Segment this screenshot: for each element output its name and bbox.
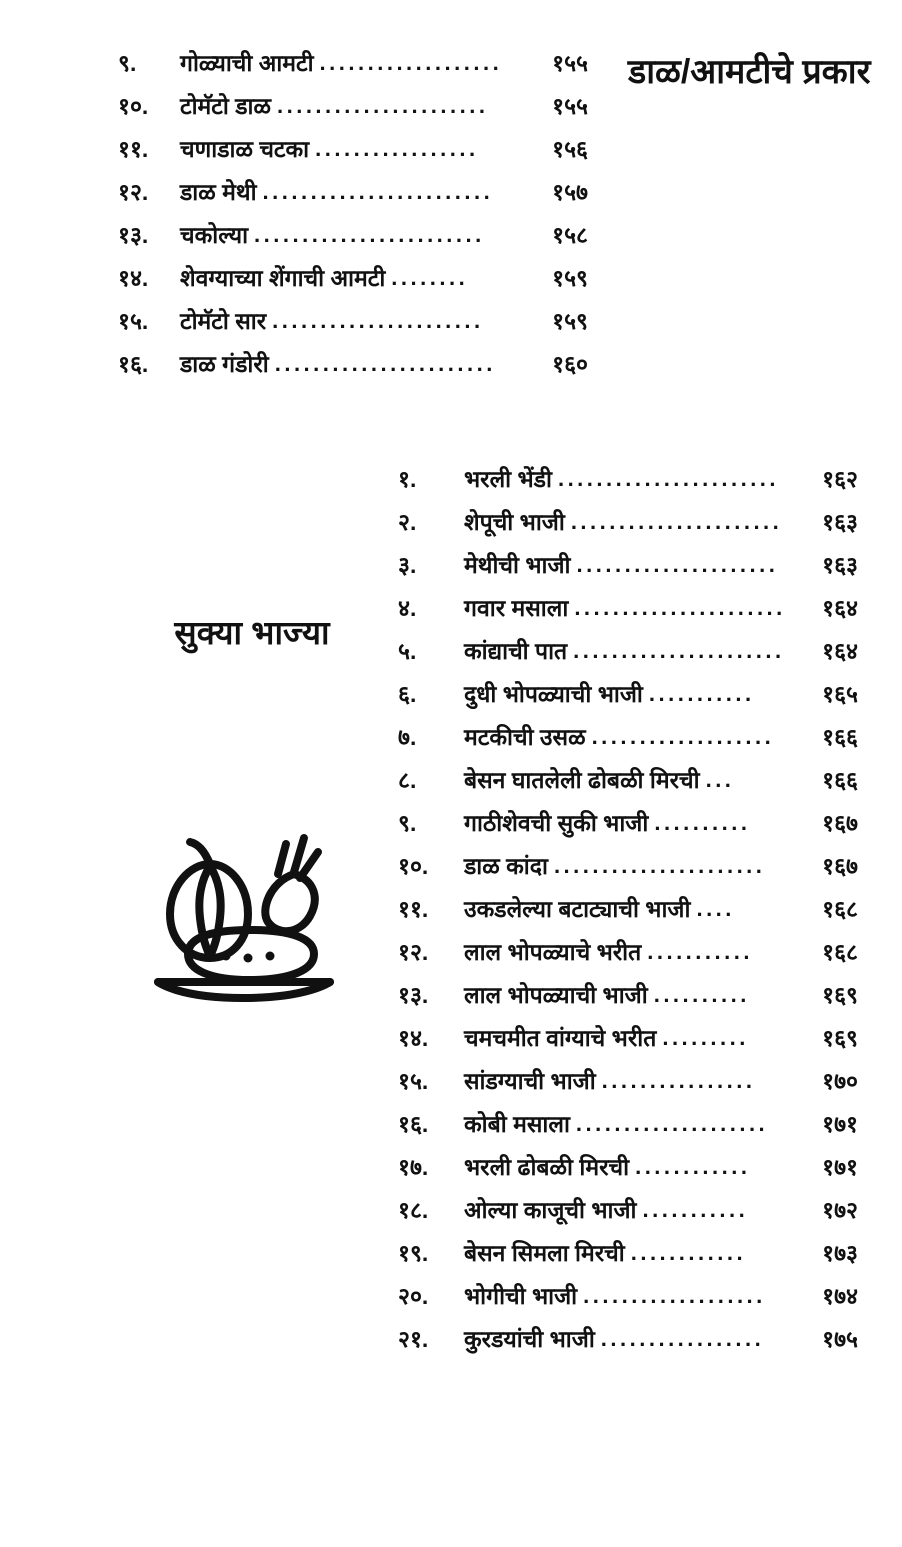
toc-item-page-number: १५५ [552,50,588,76]
toc-row[interactable] [398,591,858,623]
toc-item-leader-dots: ..................... [576,552,779,577]
toc-item-leader-dots: ................ [601,1068,756,1093]
toc-row[interactable] [398,892,858,924]
toc-item-leader-dots: ........... [642,1197,749,1222]
toc-row[interactable] [398,1064,858,1096]
toc-item-page-number: १६४ [822,595,858,621]
toc-item-number: १२. [118,179,149,205]
toc-item-number: १०. [118,93,149,119]
daal-aamti-heading: डाळ/आमटीचे प्रकार [628,53,871,91]
toc-item-leader-dots: ................... [591,724,775,749]
toc-item-leader-dots: ...................... [272,308,484,333]
toc-item-leader-dots: ...................... [573,638,785,663]
toc-item-page-number: १७४ [822,1283,858,1309]
toc-item-page-number: १७१ [822,1154,858,1180]
toc-row[interactable] [398,548,858,580]
toc-item-leader-dots: ...................... [276,93,489,118]
toc-item-number: ११. [398,896,429,922]
toc-item-number: २०. [398,1283,429,1309]
toc-row[interactable] [398,677,858,709]
toc-item-page-number: १७१ [822,1111,858,1137]
toc-row[interactable] [118,175,588,207]
toc-item-leader-dots: .... [696,896,735,921]
toc-item-number: ३. [398,552,417,578]
toc-row[interactable] [398,1107,858,1139]
toc-item-number: २. [398,509,417,535]
toc-row[interactable] [398,1322,858,1354]
toc-item-title: कांद्याची पात [464,638,568,664]
toc-row[interactable] [118,261,588,293]
toc-item-title: दुधी भोपळ्याची भाजी [464,681,643,707]
toc-list-daal-aamti [118,46,588,390]
toc-item-page-number: १६६ [822,724,858,750]
toc-item-title: टोमॅटो डाळ [180,93,271,119]
toc-item-page-number: १५७ [552,179,588,205]
toc-item-page-number: १६७ [822,853,858,879]
toc-item-title: मेथीची भाजी [464,552,571,578]
toc-item-page-number: १५६ [552,136,588,162]
toc-row[interactable] [398,1193,858,1225]
toc-item-page-number: १७२ [822,1197,858,1223]
toc-item-leader-dots: ......... [662,1025,749,1050]
toc-list-sukya-bhajya [398,462,858,1365]
toc-item-page-number: १६२ [822,466,858,492]
toc-item-leader-dots: ...................... [574,595,786,620]
toc-item-number: १७. [398,1154,429,1180]
toc-item-page-number: १६३ [822,552,858,578]
toc-row[interactable] [118,347,588,379]
toc-item-page-number: १७० [822,1068,858,1094]
toc-item-title: भरली भेंडी [464,466,552,492]
toc-item-number: ११. [118,136,149,162]
toc-item-number: १०. [398,853,429,879]
toc-item-number: ५. [398,638,417,664]
toc-item-number: १८. [398,1197,429,1223]
toc-item-title: गवार मसाला [464,595,569,621]
toc-row[interactable] [118,89,588,121]
toc-item-page-number: १७५ [822,1326,858,1352]
toc-item-title: टोमॅटो सार [180,308,267,334]
toc-item-number: ९. [398,810,417,836]
toc-item-leader-dots: ............ [635,1154,751,1179]
toc-item-title: भोगीची भाजी [464,1283,578,1309]
toc-item-leader-dots: ....................... [274,351,496,376]
toc-item-leader-dots: ........ [391,265,469,290]
toc-item-title: गाठीशेवची सुकी भाजी [464,810,649,836]
toc-item-number: ४. [398,595,417,621]
toc-item-page-number: १६६ [822,767,858,793]
toc-item-number: १६. [118,351,149,377]
toc-item-number: १५. [118,308,149,334]
toc-item-title: चमचमीत वांग्याचे भरीत [464,1025,657,1051]
toc-row[interactable] [118,132,588,164]
toc-item-leader-dots: ................. [600,1326,765,1351]
toc-row[interactable] [398,634,858,666]
toc-item-leader-dots: ................... [319,50,503,75]
toc-item-leader-dots: .......... [653,982,750,1007]
toc-row[interactable] [398,763,858,795]
toc-item-page-number: १७३ [822,1240,858,1266]
toc-item-number: ६. [398,681,417,707]
toc-item-title: उकडलेल्या बटाट्याची भाजी [464,896,691,922]
toc-item-title: डाळ मेथी [180,179,257,205]
toc-item-title: कुरडयांची भाजी [464,1326,595,1352]
toc-row[interactable] [398,505,858,537]
toc-row[interactable] [398,1021,858,1053]
toc-item-title: लाल भोपळ्याची भाजी [464,982,648,1008]
toc-item-title: डाळ गंडोरी [180,351,269,377]
toc-item-leader-dots: ................... [583,1283,766,1308]
toc-item-number: १३. [118,222,149,248]
toc-item-page-number: १६९ [822,982,858,1008]
toc-item-title: कोबी मसाला [464,1111,570,1137]
toc-item-leader-dots: ....................... [557,466,780,491]
toc-item-leader-dots: ........... [648,681,755,706]
toc-item-page-number: १६९ [822,1025,858,1051]
toc-item-page-number: १६७ [822,810,858,836]
toc-row[interactable] [398,978,858,1010]
toc-item-number: १. [398,466,417,492]
toc-item-title: शेवग्याच्या शेंगाची आमटी [180,265,386,291]
toc-item-page-number: १६४ [822,638,858,664]
toc-item-page-number: १५८ [552,222,588,248]
toc-item-page-number: १६० [552,351,588,377]
toc-row[interactable] [398,720,858,752]
sukya-bhajya-heading: सुक्या भाज्या [174,614,330,651]
toc-row[interactable] [118,218,588,250]
toc-item-leader-dots: ........... [647,939,753,964]
toc-item-title: भरली ढोबळी मिरची [464,1154,630,1180]
toc-row[interactable] [118,304,588,336]
toc-item-page-number: १६८ [822,939,858,965]
toc-item-title: गोळ्याची आमटी [180,50,314,76]
toc-item-title: मटकीची उसळ [464,724,586,750]
toc-item-page-number: १५५ [552,93,588,119]
toc-item-title: बेसन सिमला मिरची [464,1240,625,1266]
toc-item-title: चणाडाळ चटका [180,136,310,162]
toc-item-number: १५. [398,1068,429,1094]
toc-row[interactable] [398,1150,858,1182]
toc-row[interactable] [398,462,858,494]
toc-item-leader-dots: ........................ [262,179,494,204]
toc-item-number: २१. [398,1326,429,1352]
toc-item-leader-dots: ............ [630,1240,747,1265]
toc-item-leader-dots: .................... [575,1111,769,1136]
toc-item-title: ओल्या काजूची भाजी [464,1197,637,1223]
toc-item-page-number: १५९ [552,265,588,291]
toc-item-page-number: १५९ [552,308,588,334]
toc-item-title: चकोल्या [180,222,249,248]
toc-item-title: सांडग्याची भाजी [464,1068,596,1094]
toc-item-leader-dots: ........................ [254,222,485,247]
toc-item-number: १३. [398,982,429,1008]
toc-item-leader-dots: ...................... [570,509,783,534]
toc-item-title: डाळ कांदा [464,853,548,879]
toc-item-number: ७. [398,724,417,750]
toc-row[interactable] [398,806,858,838]
toc-row[interactable] [398,1236,858,1268]
toc-item-number: १९. [398,1240,429,1266]
toc-item-leader-dots: .......... [654,810,751,835]
toc-item-number: १४. [118,265,149,291]
toc-item-title: लाल भोपळ्याचे भरीत [464,939,642,965]
toc-item-number: १४. [398,1025,429,1051]
toc-item-number: ८. [398,767,417,793]
toc-row[interactable] [398,1279,858,1311]
toc-item-number: १६. [398,1111,429,1137]
toc-item-title: शेपूची भाजी [464,509,565,535]
toc-item-leader-dots: ................. [315,136,479,161]
toc-item-leader-dots: ... [705,767,735,792]
toc-row[interactable] [398,849,858,881]
toc-item-page-number: १६३ [822,509,858,535]
vegetable-platter-icon [118,802,368,1017]
toc-item-page-number: १६८ [822,896,858,922]
toc-row[interactable] [118,46,588,78]
toc-item-number: १२. [398,939,429,965]
daal-aamti-section [0,46,902,406]
toc-item-leader-dots: ...................... [553,853,766,878]
toc-item-page-number: १६५ [822,681,858,707]
toc-row[interactable] [398,935,858,967]
toc-item-title: बेसन घातलेली ढोबळी मिरची [464,767,700,793]
toc-item-number: ९. [118,50,137,76]
